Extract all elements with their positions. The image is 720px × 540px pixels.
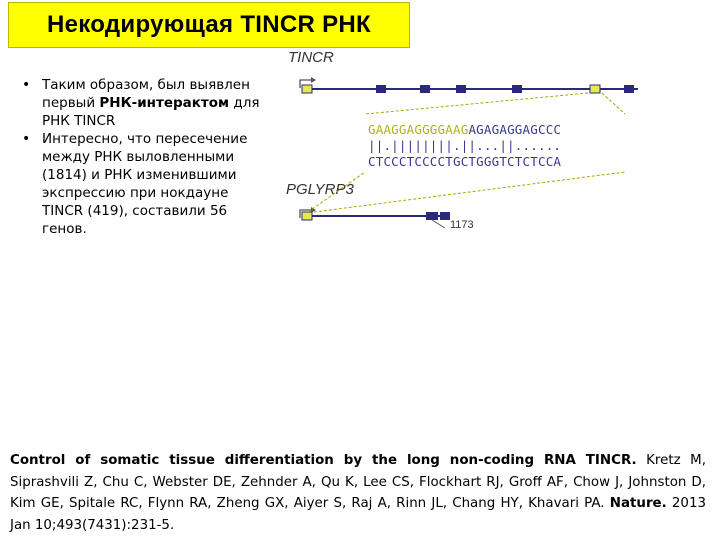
bullet-text: Таким образом, был выявлен первый [42, 77, 250, 111]
promoter-arrow-head-icon [311, 77, 316, 83]
bullet-text: Интересно, что пересечение между РНК выловленными (1814) и РНК изменившими экспрессию при нокдауне TINCR (419), составили 56 генов. [42, 131, 248, 237]
slide-title-banner [8, 2, 410, 48]
bullet-list [22, 76, 272, 238]
exon-blue [420, 85, 430, 93]
citation-title: Control of somatic tissue differentiation by the long non-coding RNA TINCR. [10, 453, 637, 468]
sequence-bottom: CTCCCTCCCCTGCTGGGTCTCTCCA [368, 154, 562, 169]
zoom-line [314, 172, 625, 212]
exon-blue [376, 85, 386, 93]
position-label: 1173 [450, 219, 474, 231]
sequence-top-highlight: GAAGGAGGGGAAG [368, 122, 469, 137]
exon-blue [624, 85, 634, 93]
exon-yellow [302, 212, 312, 220]
slide-title: Некодирующая TINCR РНК [46, 11, 372, 38]
bullet-bold-text: РНК-интерактом [99, 95, 230, 111]
exon-yellow [590, 85, 600, 93]
bullet-item [22, 130, 272, 238]
gene-label-pglyrp3: PGLYRP3 [286, 181, 354, 198]
bullet-dot-icon: • [22, 77, 31, 93]
citation-block [10, 450, 706, 536]
sequence-top [368, 122, 561, 137]
citation-details: 2013 Jan 10;493(7431):231-5. [10, 496, 706, 533]
gene-label-tincr: TINCR [288, 49, 334, 66]
bullet-item [22, 76, 272, 130]
zoom-line [602, 93, 625, 114]
position-pointer [432, 220, 445, 228]
interaction-figure [280, 48, 640, 233]
citation-journal: Nature. [609, 496, 667, 511]
exon-yellow [302, 85, 312, 93]
sequence-match-line: ||.||||||||.||...||...... [368, 138, 562, 153]
sequence-top-rest: AGAGAGGAGCCC [468, 122, 562, 137]
zoom-line [365, 93, 588, 114]
exon-blue [426, 212, 438, 220]
exon-blue [440, 212, 450, 220]
exon-blue [456, 85, 466, 93]
bullet-dot-icon: • [22, 131, 31, 147]
exon-blue [512, 85, 522, 93]
bullet-text-end: для РНК TINCR [42, 95, 260, 129]
citation-authors: Kretz M, Siprashvili Z, Chu C, Webster DE, Zehnder A, Qu K, Lee CS, Flockhart RJ, Groff AF, Chow J, Johnston D, Kim GE, Spitale RC, Flynn RA, Zheng GX, Aiyer S, Raj A, Rinn JL, Chang HY, Khavari PA. [10, 453, 706, 511]
